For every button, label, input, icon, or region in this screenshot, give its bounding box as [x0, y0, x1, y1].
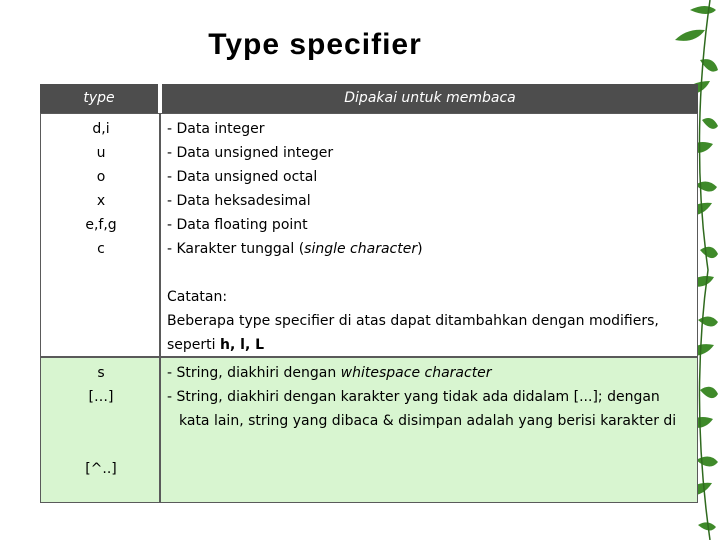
description-line: - Data heksadesimal [167, 193, 311, 209]
description-line: - Karakter tunggal (single character) [167, 241, 423, 257]
description-line: - Data unsigned octal [167, 169, 318, 185]
type-label: […] [88, 389, 114, 405]
header-description: Dipakai untuk membaca [162, 84, 698, 113]
type-label: [^..] [85, 461, 117, 477]
type-label: d,i [92, 121, 110, 137]
row2-type-cell [40, 357, 160, 503]
type-label: x [96, 193, 106, 209]
description-line: - Data integer [167, 121, 265, 137]
type-label: c [97, 241, 105, 257]
page-title: Type specifier [208, 28, 422, 61]
row1-description-cell [160, 113, 698, 357]
row2-description-cell [160, 357, 698, 503]
description-line: - String, diakhiri dengan karakter yang tidak ada didalam [...]; dengan [167, 389, 660, 405]
type-label: s [97, 365, 105, 381]
description-line: - Data unsigned integer [167, 145, 334, 161]
description-line: - Data floating point [167, 217, 308, 233]
note-title: Catatan: [167, 289, 228, 305]
note-line: seperti h, l, L [167, 337, 265, 353]
type-label: e,f,g [85, 217, 117, 233]
type-label: u [96, 145, 106, 161]
note-line: Beberapa type specifier di atas dapat ditambahkan dengan modifiers, [167, 313, 659, 329]
description-line: - String, diakhiri dengan whitespace character [167, 365, 492, 381]
row1-type-cell [40, 113, 160, 357]
header-type: type [40, 84, 158, 113]
type-label: o [96, 169, 106, 185]
description-line: kata lain, string yang dibaca & disimpan adalah yang berisi karakter di [179, 413, 677, 429]
